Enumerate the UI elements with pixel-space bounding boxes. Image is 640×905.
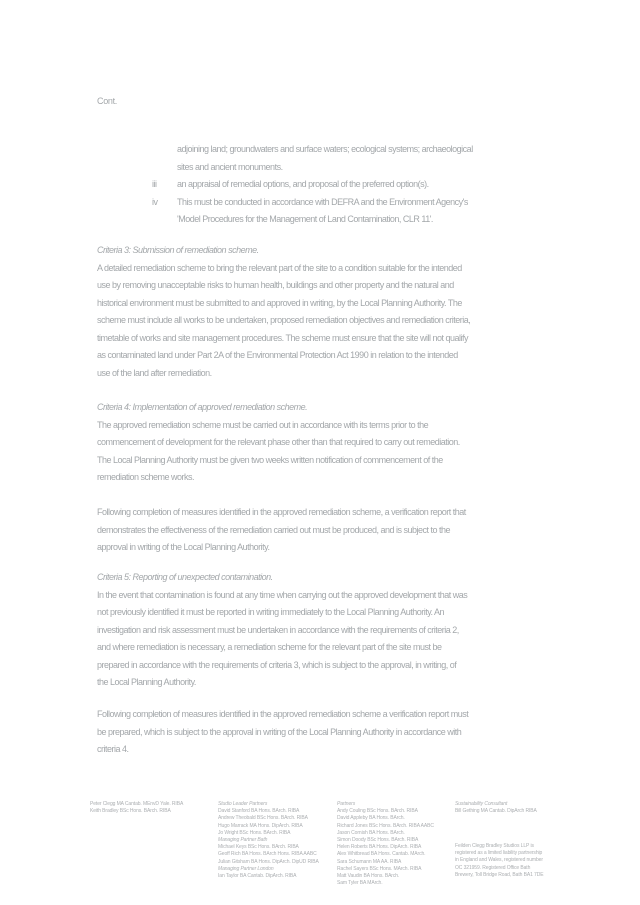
text-line: Following completion of measures identified in the approved remediation scheme a verification report must <box>97 709 469 719</box>
footer-line: Rachel Sayers BSc Hons. MArch. RIBA <box>337 865 422 872</box>
section-criteria-3 <box>97 242 587 382</box>
text-line: as contaminated land under Part 2A of the Environmental Protection Act 1990 in relation to the intended <box>97 350 458 360</box>
footer-line: Keith Bradley BSc Hons. BArch. RIBA <box>90 808 171 815</box>
text-line: The Local Planning Authority must be given two weeks written notification of commencement of the <box>97 454 443 465</box>
text-line: commencement of development for the relevant phase other than that required to carry out remediation. <box>97 437 460 447</box>
footer-column-senior-partners <box>90 801 183 815</box>
text-line: demonstrates the effectiveness of the remediation carried out must be produced, and is subject to the <box>97 524 451 535</box>
footer-line: Jo Wright BSc Hons. BArch. RIBA <box>218 829 291 836</box>
footer-line: Peter Clegg MA Cantab. MEnvD Yale. RIBA <box>90 801 184 807</box>
footer-line: Andrew Theobald BSc Hons. BArch. RIBA <box>218 815 308 822</box>
appraisal-list <box>97 141 567 229</box>
text-line: In the event that contamination is found at any time when carrying out the approved development that was <box>97 589 468 600</box>
footer-line: David Appleby BA Hons. BArch. <box>337 815 405 822</box>
footer-line: Sustainability Consultant <box>455 801 508 807</box>
list-item-lines <box>177 176 567 194</box>
list-item <box>97 176 567 194</box>
section-heading: Criteria 5: Reporting of unexpected contamination. <box>97 572 273 582</box>
paragraph <box>97 587 587 692</box>
text-line: the Local Planning Authority. <box>97 677 196 687</box>
text-line: historical environment must be submitted to and approved in writing, by the Local Planning Authority. The <box>97 297 462 308</box>
footer-line: Sam Tyler BA MArch. <box>337 880 383 887</box>
text-line: remediation scheme works. <box>97 472 195 482</box>
footer-line: Sara Schumann MA AA. RIBA <box>337 858 402 865</box>
footer-line: Hugo Marrack MA Hons. DipArch. RIBA <box>218 822 303 829</box>
list-item-lines <box>177 141 567 176</box>
footer-line: David Stanford BA Hons. BArch. RIBA <box>218 808 300 815</box>
closing-paragraph <box>97 706 587 759</box>
text-line: criteria 4. <box>97 744 129 754</box>
text-line: an appraisal of remedial options, and proposal of the preferred option(s). <box>177 179 429 189</box>
section-criteria-4 <box>97 399 587 557</box>
footer-line: Julian Gitsham BA Hons. DipArch. DipUD RIBA <box>218 858 319 865</box>
text-line: 'Model Procedures for the Management of Land Contamination, CLR 11'. <box>177 214 433 224</box>
footer-line: Simon Doody BSc Hons. BArch. RIBA <box>337 836 419 843</box>
list-item-marker: iv <box>152 196 158 207</box>
footer-line: Feilden Clegg Bradley Studios LLP is <box>455 843 534 849</box>
text-line: This must be conducted in accordance with DEFRA and the Environment Agency's <box>177 196 468 207</box>
paragraph <box>97 504 587 557</box>
footer-line: Matt Vaudin BA Hons. BArch. <box>337 872 400 879</box>
footer-line: Partners <box>337 801 356 807</box>
footer-line: Alex Whitbread BA Hons. Cantab. MArch. <box>337 851 426 858</box>
section-criteria-5 <box>97 569 587 692</box>
footer-registration-block <box>455 843 543 879</box>
text-line: A detailed remediation scheme to bring the relevant part of the site to a condition suitable for the intended <box>97 262 462 273</box>
text-line: not previously identified it must be reported in writing immediately to the Local Planning Authority. An <box>97 607 445 617</box>
text-line: Following completion of measures identified in the approved remediation scheme, a verification report that <box>97 507 466 517</box>
list-item-lines <box>177 194 567 229</box>
footer-line: Richard Jones BSc Hons. BArch. RIBA AABC <box>337 822 434 829</box>
footer-column-consultant <box>455 801 537 815</box>
footer-line: Andy Couling BSc Hons. BArch. RIBA <box>337 808 418 815</box>
footer-line: Managing Partner Bath <box>218 836 268 843</box>
footer-line: Michael Keys BSc Hons. BArch. RIBA <box>218 844 299 851</box>
text-line: sites and ancient monuments. <box>177 161 283 172</box>
footer-line: in England and Wales, registered number <box>455 857 543 864</box>
footer-column-studio-leader-partners <box>218 801 319 880</box>
text-line: be prepared, which is subject to the approval in writing of the Local Planning Authority in accordance with <box>97 726 462 737</box>
paragraph <box>97 260 587 383</box>
text-line: investigation and risk assessment must be undertaken in accordance with the requirements of criteria 2, <box>97 624 459 635</box>
footer-line: Bill Gething MA Cantab. DipArch RIBA <box>455 808 537 815</box>
list-item <box>97 141 567 176</box>
footer-line: Helen Roberts BA Hons. DipArch. RIBA <box>337 844 422 851</box>
text-line: scheme must include all works to be undertaken, proposed remediation objectives and remediation criteria, <box>97 315 471 325</box>
text-line: use by removing unacceptable risks to human health, buildings and other property and the natural and <box>97 280 454 290</box>
section-heading: Criteria 3: Submission of remediation scheme. <box>97 245 259 255</box>
footer-line: Brewery, Toll Bridge Road, Bath BA1 7DE <box>455 871 544 878</box>
list-item-marker: iii <box>152 179 157 189</box>
text-line: prepared in accordance with the requirements of criteria 3, which is subject to the approval, in writing, of <box>97 659 457 670</box>
footer-line: Jason Cornish BA Hons. BArch. <box>337 829 405 836</box>
paragraph <box>97 417 587 487</box>
text-line: approval in writing of the Local Planning Authority. <box>97 542 270 552</box>
list-item <box>97 194 567 229</box>
text-line: use of the land after remediation. <box>97 367 212 378</box>
footer-column-partners <box>337 801 434 887</box>
footer-line: registered as a limited liability partnership <box>455 850 543 857</box>
footer-line: Managing Partner London <box>218 865 274 872</box>
text-line: adjoining land; groundwaters and surface waters; ecological systems; archaeological <box>177 144 473 154</box>
section-heading: Criteria 4: Implementation of approved remediation scheme. <box>97 402 308 412</box>
footer-line: Ian Taylor BA Cantab. DipArch. RIBA <box>218 872 297 879</box>
footer-line: OC 321959. Registered Office Bath <box>455 864 531 871</box>
text-line: timetable of works and site management procedures. The scheme must ensure that the site will not qualify <box>97 332 469 343</box>
footer-line: Studio Leader Partners <box>218 801 268 807</box>
text-line: The approved remediation scheme must be carried out in accordance with its terms prior to the <box>97 419 429 430</box>
text-line: and where remediation is necessary, a remediation scheme for the relevant part of the site must be <box>97 642 442 652</box>
continuation-label: Cont. <box>97 96 118 106</box>
footer-line: Geoff Rich BA Hons. BArch Hons. RIBA AABC <box>218 851 317 858</box>
